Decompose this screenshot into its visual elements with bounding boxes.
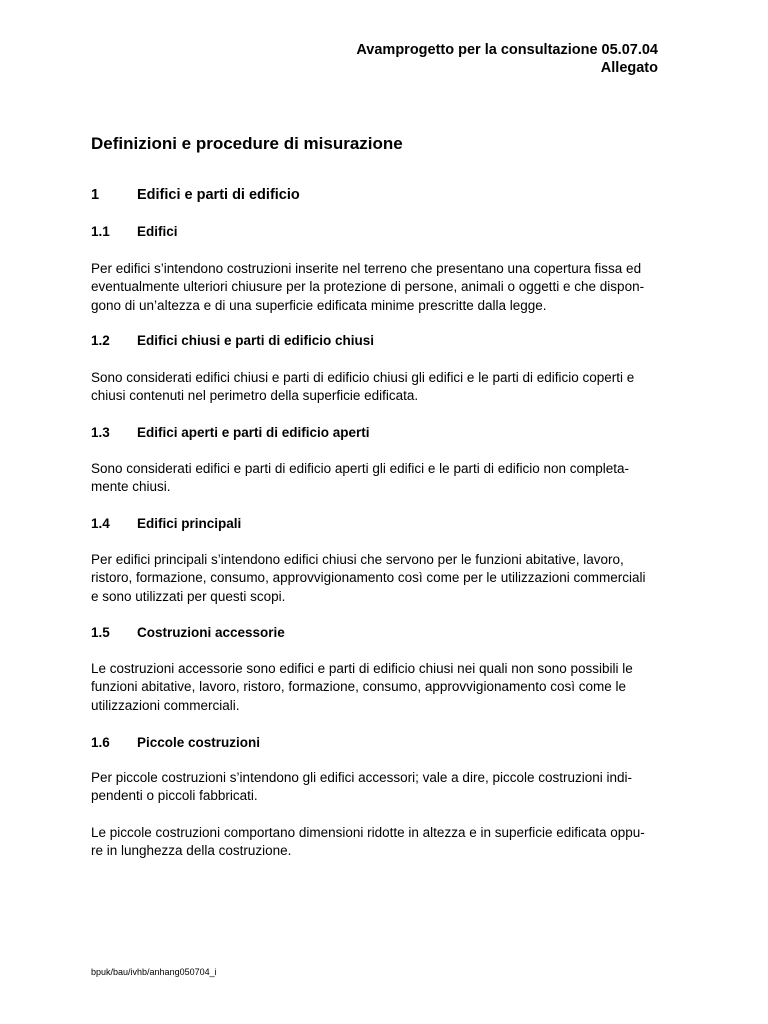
subsection-number: 1.6 [91, 735, 110, 750]
paragraph-1-6-a [91, 769, 681, 806]
subsection-1-4-heading [91, 515, 241, 533]
header-attachment-line: Allegato [600, 60, 658, 76]
subsection-title: Edifici principali [137, 516, 242, 531]
text-line: Sono considerati edifici e parti di edificio aperti gli edifici e le parti di edificio non completa- [91, 461, 630, 476]
subsection-title: Edifici [137, 224, 178, 239]
subsection-number: 1.3 [91, 425, 110, 440]
text-line: e sono utilizzati per questi scopi. [91, 588, 286, 604]
paragraph-1-3 [91, 460, 681, 497]
text-line: pendenti o piccoli fabbricati. [91, 788, 258, 804]
subsection-title: Costruzioni accessorie [137, 625, 285, 640]
section-title: Edifici e parti di edificio [137, 187, 300, 203]
subsection-1-1-heading [91, 223, 178, 241]
text-line: re in lunghezza della costruzione. [91, 843, 292, 859]
text-line: Le costruzioni accessorie sono edifici e parti di edificio chiusi nei quali non sono possibili le [91, 661, 633, 676]
paragraph-1-1 [91, 260, 681, 315]
subsection-number: 1.5 [91, 625, 110, 640]
paragraph-1-4 [91, 551, 681, 606]
text-line: Per edifici principali s’intendono edifici chiusi che servono per le funzioni abitative, lavoro, [91, 552, 624, 567]
text-line: chiusi contenuti nel perimetro della superficie edificata. [91, 388, 419, 404]
text-line: mente chiusi. [91, 479, 171, 495]
text-line: eventualmente ulteriori chiusure per la protezione di persone, animali o oggetti e che dispon- [91, 279, 645, 295]
paragraph-1-6-b [91, 824, 681, 861]
subsection-number: 1.4 [91, 516, 110, 531]
subsection-1-5-heading [91, 624, 285, 642]
document-title: Definizioni e procedure di misurazione [91, 134, 403, 153]
text-line: Le piccole costruzioni comportano dimensioni ridotte in altezza e in superficie edificata oppu- [91, 825, 645, 840]
text-line: Sono considerati edifici chiusi e parti di edificio chiusi gli edifici e le parti di edificio coperti e [91, 370, 635, 385]
text-line: funzioni abitative, lavoro, ristoro, formazione, consumo, approvvigionamento così come le [91, 679, 627, 695]
subsection-title: Piccole costruzioni [137, 735, 261, 750]
subsection-title: Edifici chiusi e parti di edificio chiusi [137, 333, 375, 348]
text-line: ristoro, formazione, consumo, approvvigionamento così come per le utilizzazioni commerciali [91, 570, 646, 586]
paragraph-1-5 [91, 660, 681, 715]
paragraph-1-2 [91, 369, 681, 406]
header-consultation-line: Avamprogetto per la consultazione 05.07.04 [356, 42, 658, 58]
subsection-1-2-heading [91, 332, 374, 350]
subsection-title: Edifici aperti e parti di edificio aperti [137, 425, 370, 440]
section-1-heading [91, 186, 300, 204]
document-header [356, 41, 658, 77]
text-line: Per piccole costruzioni s’intendono gli edifici accessori; vale a dire, piccole costruzioni indi- [91, 770, 633, 785]
subsection-number: 1.2 [91, 333, 110, 348]
subsection-1-3-heading [91, 424, 370, 442]
text-line: utilizzazioni commerciali. [91, 697, 240, 713]
subsection-1-6-heading [91, 734, 260, 752]
section-number: 1 [91, 187, 100, 203]
text-line: Per edifici s’intendono costruzioni inserite nel terreno che presentano una copertura fissa ed [91, 261, 642, 276]
footer-path: bpuk/bau/ivhb/anhang050704_i [91, 967, 217, 977]
text-line: gono di un’altezza e di una superficie edificata minime prescritte dalla legge. [91, 297, 547, 313]
subsection-number: 1.1 [91, 224, 110, 239]
